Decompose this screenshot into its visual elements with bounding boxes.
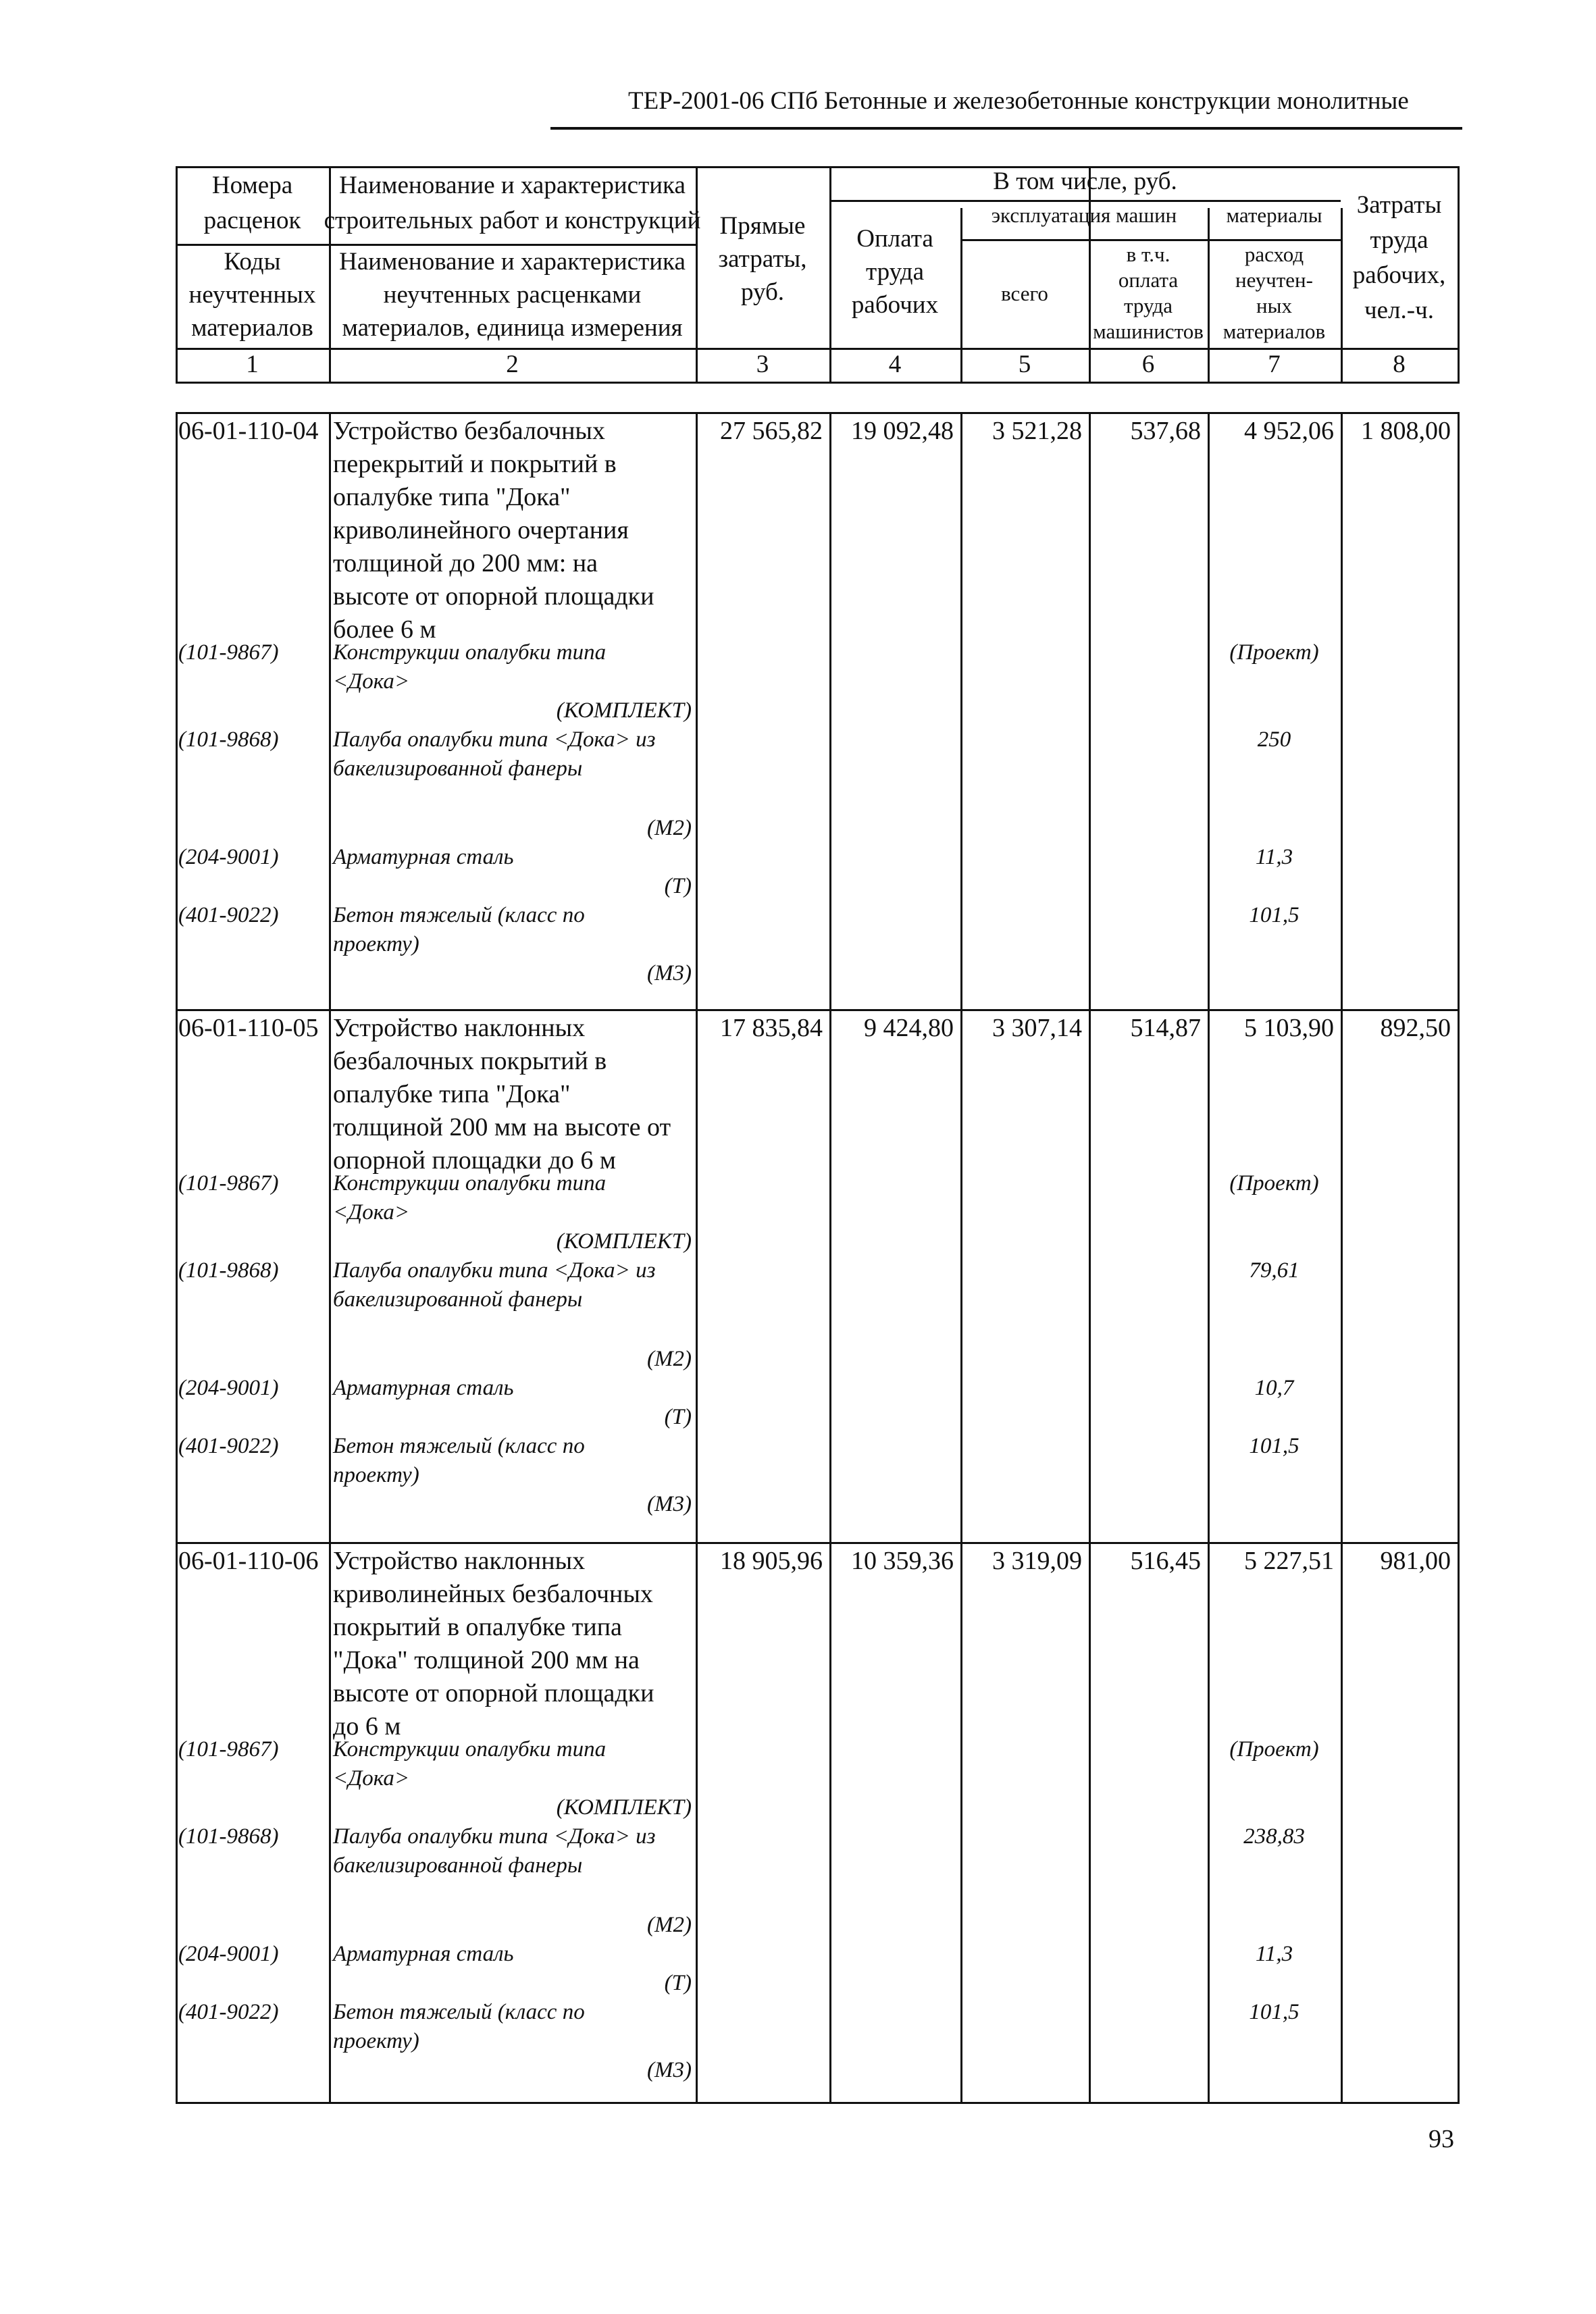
header-column-rule — [1341, 208, 1343, 382]
body-column-rule — [696, 412, 698, 2104]
machinists-cost: 537,68 — [1130, 417, 1201, 445]
material-name: Палуба опалубки типа <Дока> из — [333, 1824, 656, 1849]
material-code: (204-9001) — [178, 845, 279, 869]
material-name: Бетон тяжелый (класс по — [333, 2000, 585, 2024]
header-col8: Затраты — [1356, 191, 1442, 219]
work-description: перекрытий и покрытий в — [333, 450, 617, 478]
header-materials: материалы — [1226, 203, 1322, 227]
body-column-rule — [1089, 412, 1091, 2104]
material-quantity: (Проект) — [1229, 640, 1319, 665]
material-name: <Дока> — [333, 1766, 410, 1791]
work-description: "Дока" толщиной 200 мм на — [333, 1646, 640, 1674]
materials-cost: 4 952,06 — [1244, 417, 1334, 445]
material-unit: (Т) — [664, 874, 692, 898]
header-bottom-rule — [176, 382, 1459, 384]
header-group: В том числе, руб. — [993, 168, 1177, 195]
material-quantity: 101,5 — [1249, 2000, 1299, 2024]
material-code: (101-9867) — [178, 640, 279, 665]
material-name: проекту) — [333, 2029, 419, 2053]
material-name: Бетон тяжелый (класс по — [333, 903, 585, 927]
header-col2: строительных работ и конструкций — [324, 207, 701, 234]
machines-cost: 3 521,28 — [992, 417, 1082, 445]
header-column-rule — [960, 208, 962, 382]
material-unit: (КОМПЛЕКТ) — [556, 698, 692, 723]
header-column-rule — [176, 166, 178, 384]
machines-cost: 3 307,14 — [992, 1014, 1082, 1042]
material-quantity: (Проект) — [1229, 1737, 1319, 1762]
material-name: Бетон тяжелый (класс по — [333, 1434, 585, 1458]
rate-code: 06-01-110-06 — [178, 1547, 319, 1575]
header-col1: Номера — [211, 172, 293, 199]
running-title: ТЕР-2001-06 СПб Бетонные и железобетонные конструкции монолитные — [628, 87, 1409, 115]
material-quantity: 238,83 — [1243, 1824, 1305, 1849]
work-description: опалубке типа "Дока" — [333, 1080, 571, 1108]
header-col3: руб. — [740, 278, 785, 306]
work-description: высоте от опорной площадки — [333, 1679, 654, 1707]
header-col1-codes: Коды — [224, 248, 281, 276]
rate-code: 06-01-110-04 — [178, 417, 319, 445]
column-number: 5 — [1018, 351, 1031, 378]
direct-cost: 27 565,82 — [720, 417, 823, 445]
header-col2: Наименование и характеристика — [339, 172, 686, 199]
material-name: <Дока> — [333, 669, 410, 694]
header-col3: затраты, — [718, 245, 807, 273]
body-column-rule — [329, 412, 331, 2104]
running-title-rule — [550, 127, 1462, 130]
header-col4: труда — [865, 258, 925, 286]
column-number: 7 — [1268, 351, 1281, 378]
work-description: опалубке типа "Дока" — [333, 483, 571, 511]
work-description: опорной площадки до 6 м — [333, 1146, 616, 1175]
material-code: (401-9022) — [178, 2000, 279, 2024]
material-unit: (Т) — [664, 1405, 692, 1429]
body-column-rule — [1458, 412, 1460, 2104]
header-numbers-rule — [176, 348, 1459, 350]
material-unit: (М2) — [647, 1913, 692, 1937]
material-quantity: (Проект) — [1229, 1171, 1319, 1195]
materials-cost: 5 103,90 — [1244, 1014, 1334, 1042]
material-name: бакелизированной фанеры — [333, 756, 583, 781]
header-col4: рабочих — [851, 291, 939, 319]
column-number: 4 — [888, 351, 902, 378]
header-col5: всего — [1001, 282, 1048, 305]
work-description: толщиной 200 мм на высоте от — [333, 1113, 671, 1141]
machinists-cost: 516,45 — [1130, 1547, 1201, 1575]
header-col6: оплата — [1118, 268, 1179, 292]
row-separator — [176, 1542, 1459, 1544]
work-description: криволинейного очертания — [333, 516, 629, 544]
work-description: толщиной до 200 мм: на — [333, 549, 598, 577]
column-number: 2 — [506, 351, 519, 378]
header-col7: неучтен- — [1235, 268, 1313, 292]
header-col7: ных — [1256, 294, 1292, 317]
material-quantity: 11,3 — [1255, 845, 1293, 869]
header-col2-materials: материалов, единица измерения — [342, 314, 683, 342]
body-column-rule — [1341, 412, 1343, 2104]
header-column-rule — [329, 166, 331, 384]
body-column-rule — [1208, 412, 1210, 2104]
work-description: криволинейных безбалочных — [333, 1580, 653, 1608]
labor-hours: 1 808,00 — [1361, 417, 1451, 445]
labor-cost: 19 092,48 — [851, 417, 954, 445]
column-number: 1 — [246, 351, 259, 378]
labor-hours: 981,00 — [1380, 1547, 1451, 1575]
material-name: бакелизированной фанеры — [333, 1287, 583, 1312]
machines-cost: 3 319,09 — [992, 1547, 1082, 1575]
labor-cost: 9 424,80 — [864, 1014, 954, 1042]
body-column-rule — [829, 412, 831, 2104]
material-code: (401-9022) — [178, 1434, 279, 1458]
material-code: (401-9022) — [178, 903, 279, 927]
material-quantity: 101,5 — [1249, 1434, 1299, 1458]
body-column-rule — [960, 412, 962, 2104]
header-col8: труда — [1370, 226, 1428, 254]
header-col1: расценок — [203, 207, 301, 234]
column-number: 6 — [1141, 351, 1155, 378]
work-description: безбалочных покрытий в — [333, 1047, 607, 1075]
machinists-cost: 514,87 — [1130, 1014, 1201, 1042]
material-code: (101-9867) — [178, 1171, 279, 1195]
column-number: 8 — [1393, 351, 1406, 378]
header-col3: Прямые — [719, 212, 806, 240]
work-description: высоте от опорной площадки — [333, 582, 654, 611]
material-name: Арматурная сталь — [333, 1376, 514, 1400]
direct-cost: 18 905,96 — [720, 1547, 823, 1575]
material-quantity: 10,7 — [1254, 1376, 1294, 1400]
work-description: Устройство наклонных — [333, 1014, 586, 1042]
material-quantity: 101,5 — [1249, 903, 1299, 927]
header-group-rule — [829, 200, 1341, 202]
header-column-rule — [1089, 166, 1091, 384]
material-code: (204-9001) — [178, 1942, 279, 1966]
material-code: (101-9868) — [178, 727, 279, 752]
work-description: до 6 м — [333, 1712, 401, 1741]
material-unit: (КОМПЛЕКТ) — [556, 1795, 692, 1820]
body-column-rule — [176, 412, 178, 2104]
row-separator — [176, 1009, 1459, 1011]
header-machines: эксплуатация машин — [991, 203, 1177, 227]
material-unit: (М3) — [647, 2058, 692, 2082]
labor-cost: 10 359,36 — [851, 1547, 954, 1575]
material-name: Палуба опалубки типа <Дока> из — [333, 727, 656, 752]
material-quantity: 79,61 — [1249, 1258, 1299, 1283]
material-name: проекту) — [333, 932, 419, 956]
material-name: бакелизированной фанеры — [333, 1853, 583, 1878]
body-top-rule — [176, 412, 1459, 414]
work-description: Устройство безбалочных — [333, 417, 605, 445]
material-quantity: 250 — [1257, 727, 1291, 752]
body-bottom-rule — [176, 2102, 1459, 2104]
material-name: Конструкции опалубки типа — [333, 1171, 607, 1195]
rate-code: 06-01-110-05 — [178, 1014, 319, 1042]
header-col2-materials: неучтенных расценками — [383, 281, 642, 309]
material-unit: (М3) — [647, 1492, 692, 1516]
material-unit: (Т) — [664, 1971, 692, 1995]
header-col4: Оплата — [856, 225, 933, 253]
header-top-rule — [176, 166, 1459, 168]
header-column-rule — [829, 166, 831, 384]
material-name: Конструкции опалубки типа — [333, 1737, 607, 1762]
material-code: (101-9868) — [178, 1258, 279, 1283]
material-unit: (КОМПЛЕКТ) — [556, 1229, 692, 1254]
header-col8: рабочих, — [1352, 261, 1446, 289]
material-name: Палуба опалубки типа <Дока> из — [333, 1258, 656, 1283]
material-code: (101-9868) — [178, 1824, 279, 1849]
labor-hours: 892,50 — [1380, 1014, 1451, 1042]
material-quantity: 11,3 — [1255, 1942, 1293, 1966]
header-col1-codes: материалов — [191, 314, 313, 342]
header-col6: труда — [1123, 294, 1173, 317]
header-col2-materials: Наименование и характеристика — [339, 248, 686, 276]
material-unit: (М2) — [647, 1347, 692, 1371]
column-number: 3 — [756, 351, 769, 378]
header-col6: машинистов — [1093, 319, 1204, 343]
material-name: проекту) — [333, 1463, 419, 1487]
header-split-rule — [176, 244, 696, 246]
page-number: 93 — [1428, 2125, 1454, 2153]
materials-cost: 5 227,51 — [1244, 1547, 1334, 1575]
material-unit: (М3) — [647, 961, 692, 985]
header-column-rule — [1208, 208, 1210, 382]
material-code: (204-9001) — [178, 1376, 279, 1400]
material-name: Арматурная сталь — [333, 1942, 514, 1966]
header-subgroup-rule — [960, 239, 1341, 241]
material-code: (101-9867) — [178, 1737, 279, 1762]
work-description: более 6 м — [333, 615, 436, 644]
header-column-rule — [696, 166, 698, 384]
direct-cost: 17 835,84 — [720, 1014, 823, 1042]
work-description: покрытий в опалубке типа — [333, 1613, 622, 1641]
work-description: Устройство наклонных — [333, 1547, 586, 1575]
material-name: Арматурная сталь — [333, 845, 514, 869]
material-unit: (М2) — [647, 816, 692, 840]
material-name: <Дока> — [333, 1200, 410, 1225]
header-col7: материалов — [1222, 319, 1326, 343]
header-col1-codes: неучтенных — [188, 281, 316, 309]
header-col6: в т.ч. — [1126, 242, 1170, 266]
material-name: Конструкции опалубки типа — [333, 640, 607, 665]
header-column-rule — [1458, 166, 1460, 384]
header-col8: чел.-ч. — [1364, 297, 1434, 324]
header-col7: расход — [1244, 242, 1304, 266]
